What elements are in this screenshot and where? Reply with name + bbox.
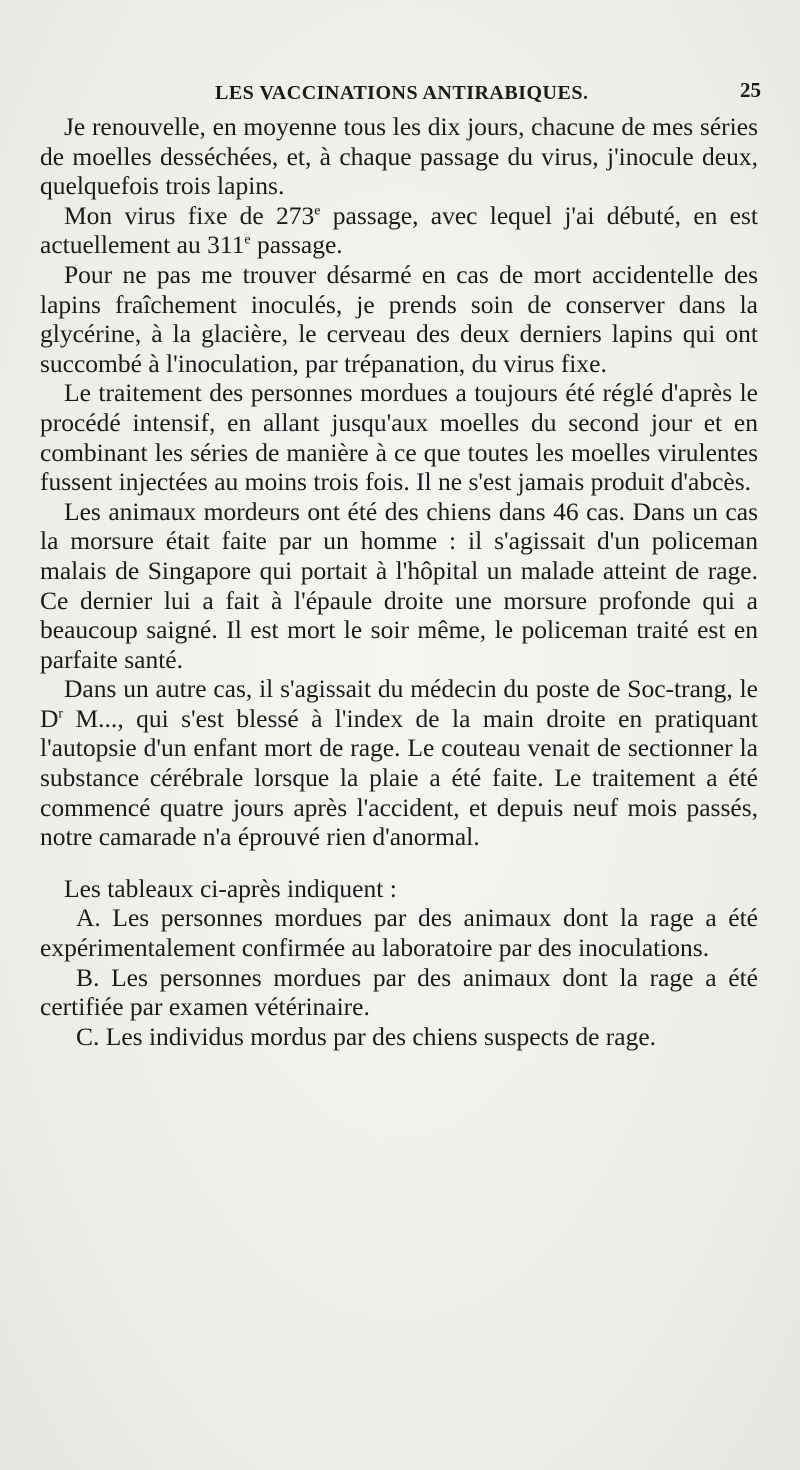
paragraph-conservation: Pour ne pas me trouver désarmé en cas de mort accidentelle des lapins fraîchement inoculés, je prends soin de conserver dans la glycérine, à la glacière, le cerveau des deux derniers lapins qui ont succombé à l'inoculation, par trépanation, du virus fixe. [40,259,758,378]
paragraph-virus-fixe: Mon virus fixe de 273e passage, avec lequel j'ai débuté, en est actuellement au 311e passage. [40,200,758,260]
paragraph-autre-cas: Dans un autre cas, il s'agissait du médecin du poste de Soc-trang, le $D^r$ M..., qui s'est blessé à l'index de la main droite en pratiquant l'autopsie d'un enfant mort de rage. Le couteau venait de sectionner la substance cérébrale lorsque la plaie a été faite. Le traitement a été commencé quatre jours après l'accident, et depuis neuf mois passés, notre camarade n'a éprouvé rien d'anormal. [40,674,758,852]
page-number: 25 [740,78,761,102]
paragraph-animaux-mordeurs: Les animaux mordeurs ont été des chiens dans 46 cas. Dans un cas la morsure était faite par un homme : il s'agissait d'un policeman malais de Singapore qui portait à l'hôpital un malade atteint de rage. Ce dernier lui a fait à l'épaule droite une morsure profonde qui a beaucoup saigné. Il est mort le soir même, le policeman traité est en parfaite santé. [40,496,758,674]
ordinal-suffix: e [314,203,321,219]
running-head: LES VACCINATIONS ANTIRABIQUES. [215,82,589,104]
list-item-a: A. Les personnes mordues par des animaux dont la rage a été expérimentalement confirmée au laboratoire par des inoculations. [40,903,758,963]
ordinal-suffix: e [244,232,251,248]
doctor-abbrev-suffix: r [58,706,64,722]
page-body [40,112,758,1051]
list-item-b: B. Les personnes mordues par des animaux dont la rage a été certifiée par examen vétérinaire. [40,962,758,1022]
paragraph-tableaux: Les tableaux ci-après indiquent : [64,873,397,903]
paragraph-moelles: Je renouvelle, en moyenne tous les dix jours, chacune de mes séries de moelles desséchées, et, à chaque passage du virus, j'inocule deux, quelquefois trois lapins. [40,112,758,201]
list-item-c: C. Les individus mordus par des chiens suspects de rage. [76,1021,657,1051]
paragraph-traitement: Le traitement des personnes mordues a toujours été réglé d'après le procédé intensif, en allant jusqu'aux moelles du second jour et en combinant les séries de manière à ce que toutes les moelles virulentes fussent injectées au moins trois fois. Il ne s'est jamais produit d'abcès. [40,378,758,497]
